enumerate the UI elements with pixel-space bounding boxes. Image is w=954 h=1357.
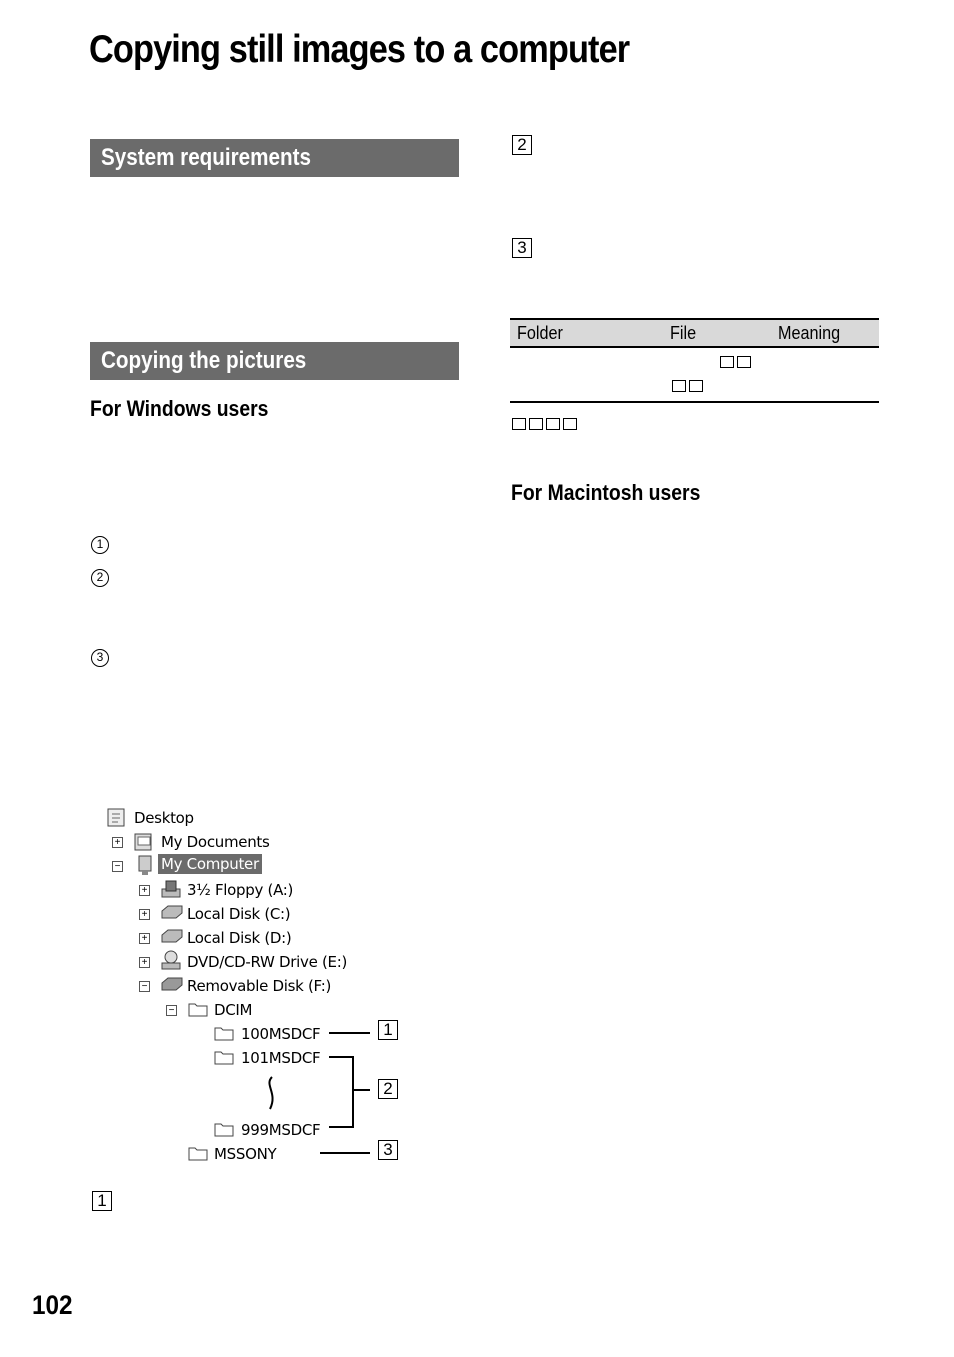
expand-plus-icon[interactable]: + <box>112 837 123 848</box>
page-number: 102 <box>32 1290 73 1320</box>
section-title: Copying the pictures <box>101 347 307 374</box>
tree-item-removable-disk[interactable]: Removable Disk (F:) <box>187 977 332 995</box>
collapse-minus-icon[interactable]: − <box>139 981 150 992</box>
continuation-wave-icon <box>262 1075 280 1111</box>
tree-item-my-computer-label: My Computer <box>158 854 262 874</box>
expand-plus-icon[interactable]: + <box>139 933 150 944</box>
expand-plus-icon[interactable]: + <box>139 957 150 968</box>
hard-disk-icon <box>160 928 184 946</box>
computer-icon <box>134 854 156 878</box>
folder-icon <box>213 1048 237 1066</box>
section-title: System requirements <box>101 144 311 171</box>
removable-disk-icon <box>160 976 184 994</box>
tree-item-101msdcf[interactable]: 101MSDCF <box>241 1049 321 1067</box>
callout-lines <box>320 1015 380 1165</box>
tree-item-local-disk-d[interactable]: Local Disk (D:) <box>187 929 292 947</box>
folder-icon <box>213 1120 237 1138</box>
dvd-drive-icon <box>160 949 184 973</box>
folder-icon <box>187 1000 211 1018</box>
box-marker-2: 2 <box>512 135 532 155</box>
step-circle-1: 1 <box>91 536 109 554</box>
tree-item-desktop[interactable]: Desktop <box>134 809 194 827</box>
expand-plus-icon[interactable]: + <box>139 909 150 920</box>
step-circle-3: 3 <box>91 649 109 667</box>
folder-icon <box>213 1024 237 1042</box>
hard-disk-icon <box>160 904 184 922</box>
page-title: Copying still images to a computer <box>89 28 630 71</box>
tree-item-floppy[interactable]: 3½ Floppy (A:) <box>187 881 294 899</box>
tree-item-dcim[interactable]: DCIM <box>214 1001 253 1019</box>
documents-icon <box>132 831 156 853</box>
expand-plus-icon[interactable]: + <box>139 885 150 896</box>
box-marker-3: 3 <box>512 238 532 258</box>
callout-box-2: 2 <box>378 1079 398 1099</box>
step-circle-2: 2 <box>91 569 109 587</box>
windows-users-heading: For Windows users <box>90 396 269 421</box>
tree-item-100msdcf[interactable]: 100MSDCF <box>241 1025 321 1043</box>
mac-users-heading: For Macintosh users <box>511 480 701 505</box>
tree-item-local-disk-c[interactable]: Local Disk (C:) <box>187 905 291 923</box>
tree-item-my-computer[interactable] <box>158 855 262 873</box>
callout-box-1: 1 <box>378 1020 398 1040</box>
tree-item-dvd-drive[interactable]: DVD/CD-RW Drive (E:) <box>187 953 347 971</box>
floppy-drive-icon <box>160 879 184 901</box>
table-header-folder: Folder <box>517 323 563 343</box>
desktop-icon <box>106 807 128 829</box>
box-marker-1: 1 <box>92 1191 112 1211</box>
tree-item-my-documents[interactable]: My Documents <box>161 833 270 851</box>
callout-box-3: 3 <box>378 1140 398 1160</box>
collapse-minus-icon[interactable]: − <box>166 1005 177 1016</box>
table-header-file: File <box>670 323 697 343</box>
collapse-minus-icon[interactable]: − <box>112 861 123 872</box>
tree-item-mssony[interactable]: MSSONY <box>214 1145 277 1163</box>
table-header-meaning: Meaning <box>778 323 841 343</box>
folder-icon <box>187 1144 211 1162</box>
tree-item-999msdcf[interactable]: 999MSDCF <box>241 1121 321 1139</box>
